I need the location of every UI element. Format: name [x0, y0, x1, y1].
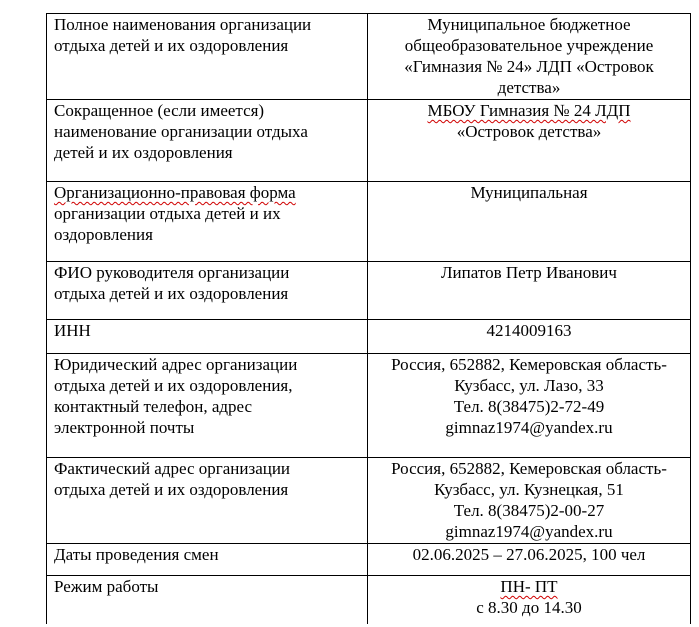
label-line: электронной почты [54, 418, 195, 437]
label-line: детей и их оздоровления [54, 143, 233, 162]
table-row-legal-address [47, 354, 691, 458]
value-cell [368, 458, 691, 544]
value-cell [368, 14, 691, 100]
table-row-inn [47, 320, 691, 354]
value-cell [368, 100, 691, 182]
label-line: отдыха детей и их оздоровления, [54, 376, 293, 395]
label-line: Даты проведения смен [54, 545, 219, 564]
table-row-director [47, 262, 691, 320]
value-line: «Островок детства» [456, 122, 602, 141]
value-cell [368, 354, 691, 458]
value-line: общеобразовательное учреждение [404, 36, 654, 55]
table-row-legal-form [47, 182, 691, 262]
value-cell [368, 262, 691, 320]
label-line: отдыха детей и их оздоровления [54, 284, 289, 303]
value-line: Муниципальная [470, 183, 588, 202]
label-line: отдыха детей и их оздоровления [54, 36, 289, 55]
label-line: оздоровления [54, 225, 153, 244]
label-cell [47, 182, 368, 262]
label-line: Юридический адрес организации [54, 355, 298, 374]
table-row-actual-address [47, 458, 691, 544]
value-line: gimnaz1974@yandex.ru [445, 418, 613, 437]
value-line: с 8.30 до 14.30 [476, 598, 582, 617]
value-line: Тел. 8(38475)2-00-27 [453, 501, 605, 520]
value-line: Россия, 652882, Кемеровская область- [391, 355, 667, 374]
value-line: «Гимназия № 24» ЛДП «Островок [404, 57, 654, 76]
label-line: Сокращенное (если имеется) [54, 101, 265, 120]
table-row-shift-dates [47, 544, 691, 576]
value-line: Тел. 8(38475)2-72-49 [453, 397, 605, 416]
label-cell [47, 320, 368, 354]
label-cell [47, 100, 368, 182]
value-line-text: ПН- ПТ [500, 577, 558, 596]
value-line: Кузбасс, ул. Кузнецкая, 51 [434, 480, 624, 499]
value-line: Липатов Петр Иванович [441, 263, 617, 282]
value-cell [368, 576, 691, 624]
label-line: Фактический адрес организации [54, 459, 291, 478]
value-line: Россия, 652882, Кемеровская область- [391, 459, 667, 478]
label-line: Полное наименования организации [54, 15, 312, 34]
label-cell [47, 262, 368, 320]
value-cell [368, 320, 691, 354]
label-cell [47, 576, 368, 624]
value-cell [368, 544, 691, 576]
label-line: ФИО руководителя организации [54, 263, 290, 282]
value-line: МБОУ Гимназия № 24 ЛДП [427, 101, 631, 120]
value-line: 4214009163 [486, 321, 572, 340]
label-line: ИНН [54, 321, 91, 340]
label-cell [47, 458, 368, 544]
organization-info-table [46, 13, 691, 624]
label-line: организации отдыха детей и их [54, 204, 281, 223]
label-line: Режим работы [54, 577, 159, 596]
value-line: gimnaz1974@yandex.ru [445, 522, 613, 541]
label-cell [47, 354, 368, 458]
table-row-short-name [47, 100, 691, 182]
value-line: 02.06.2025 – 27.06.2025, 100 чел [412, 545, 646, 564]
label-line: контактный телефон, адрес [54, 397, 253, 416]
label-line: наименование организации отдыха [54, 122, 308, 141]
value-cell [368, 182, 691, 262]
label-line: Организационно-правовая форма [54, 183, 296, 202]
table-row-full-name [47, 14, 691, 100]
label-line: отдыха детей и их оздоровления [54, 480, 289, 499]
label-cell [47, 544, 368, 576]
table-row-work-mode [47, 576, 691, 624]
value-line: детства» [497, 78, 561, 97]
value-line: Кузбасс, ул. Лазо, 33 [454, 376, 604, 395]
label-cell [47, 14, 368, 100]
value-line: Муниципальное бюджетное [427, 15, 631, 34]
value-line [370, 576, 688, 597]
